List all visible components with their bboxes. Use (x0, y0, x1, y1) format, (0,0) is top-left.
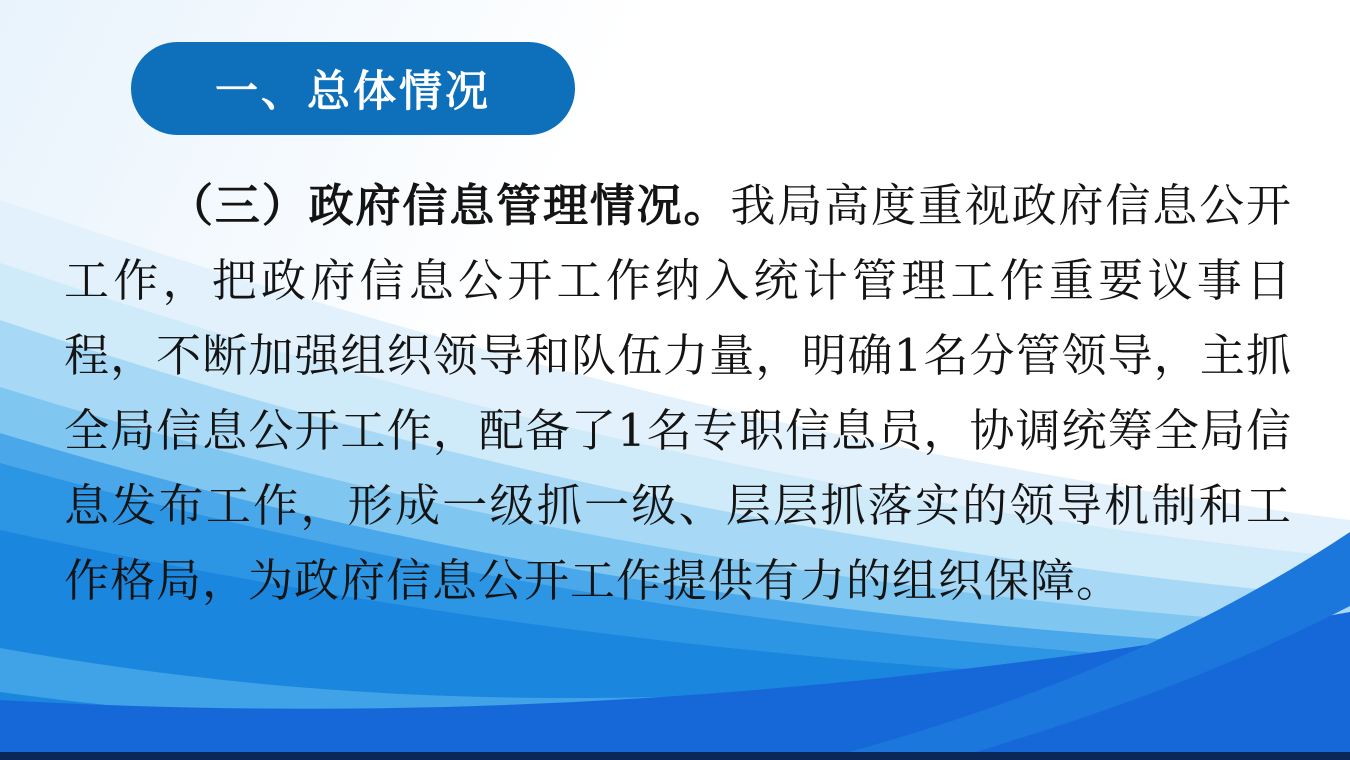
footer-bar (0, 752, 1350, 760)
section-badge-label: 一、总体情况 (215, 68, 491, 116)
paragraph-lead: （三）政府信息管理情况。 (168, 179, 731, 232)
paragraph-body: 我局高度重视政府信息公开工作，把政府信息公开工作纳入统计管理工作重要议事日程，不断加强组织领导和队伍力量，明确1名分管领导，主抓全局信息公开工作，配备了1名专职信息员，协调统筹全局信息发布工作，形成一级抓一级、层层抓落实的领导机制和工作格局，为政府信息公开工作提供有力的组织保障。 (64, 179, 1292, 607)
paragraph (64, 168, 1292, 618)
section-badge (131, 42, 575, 135)
